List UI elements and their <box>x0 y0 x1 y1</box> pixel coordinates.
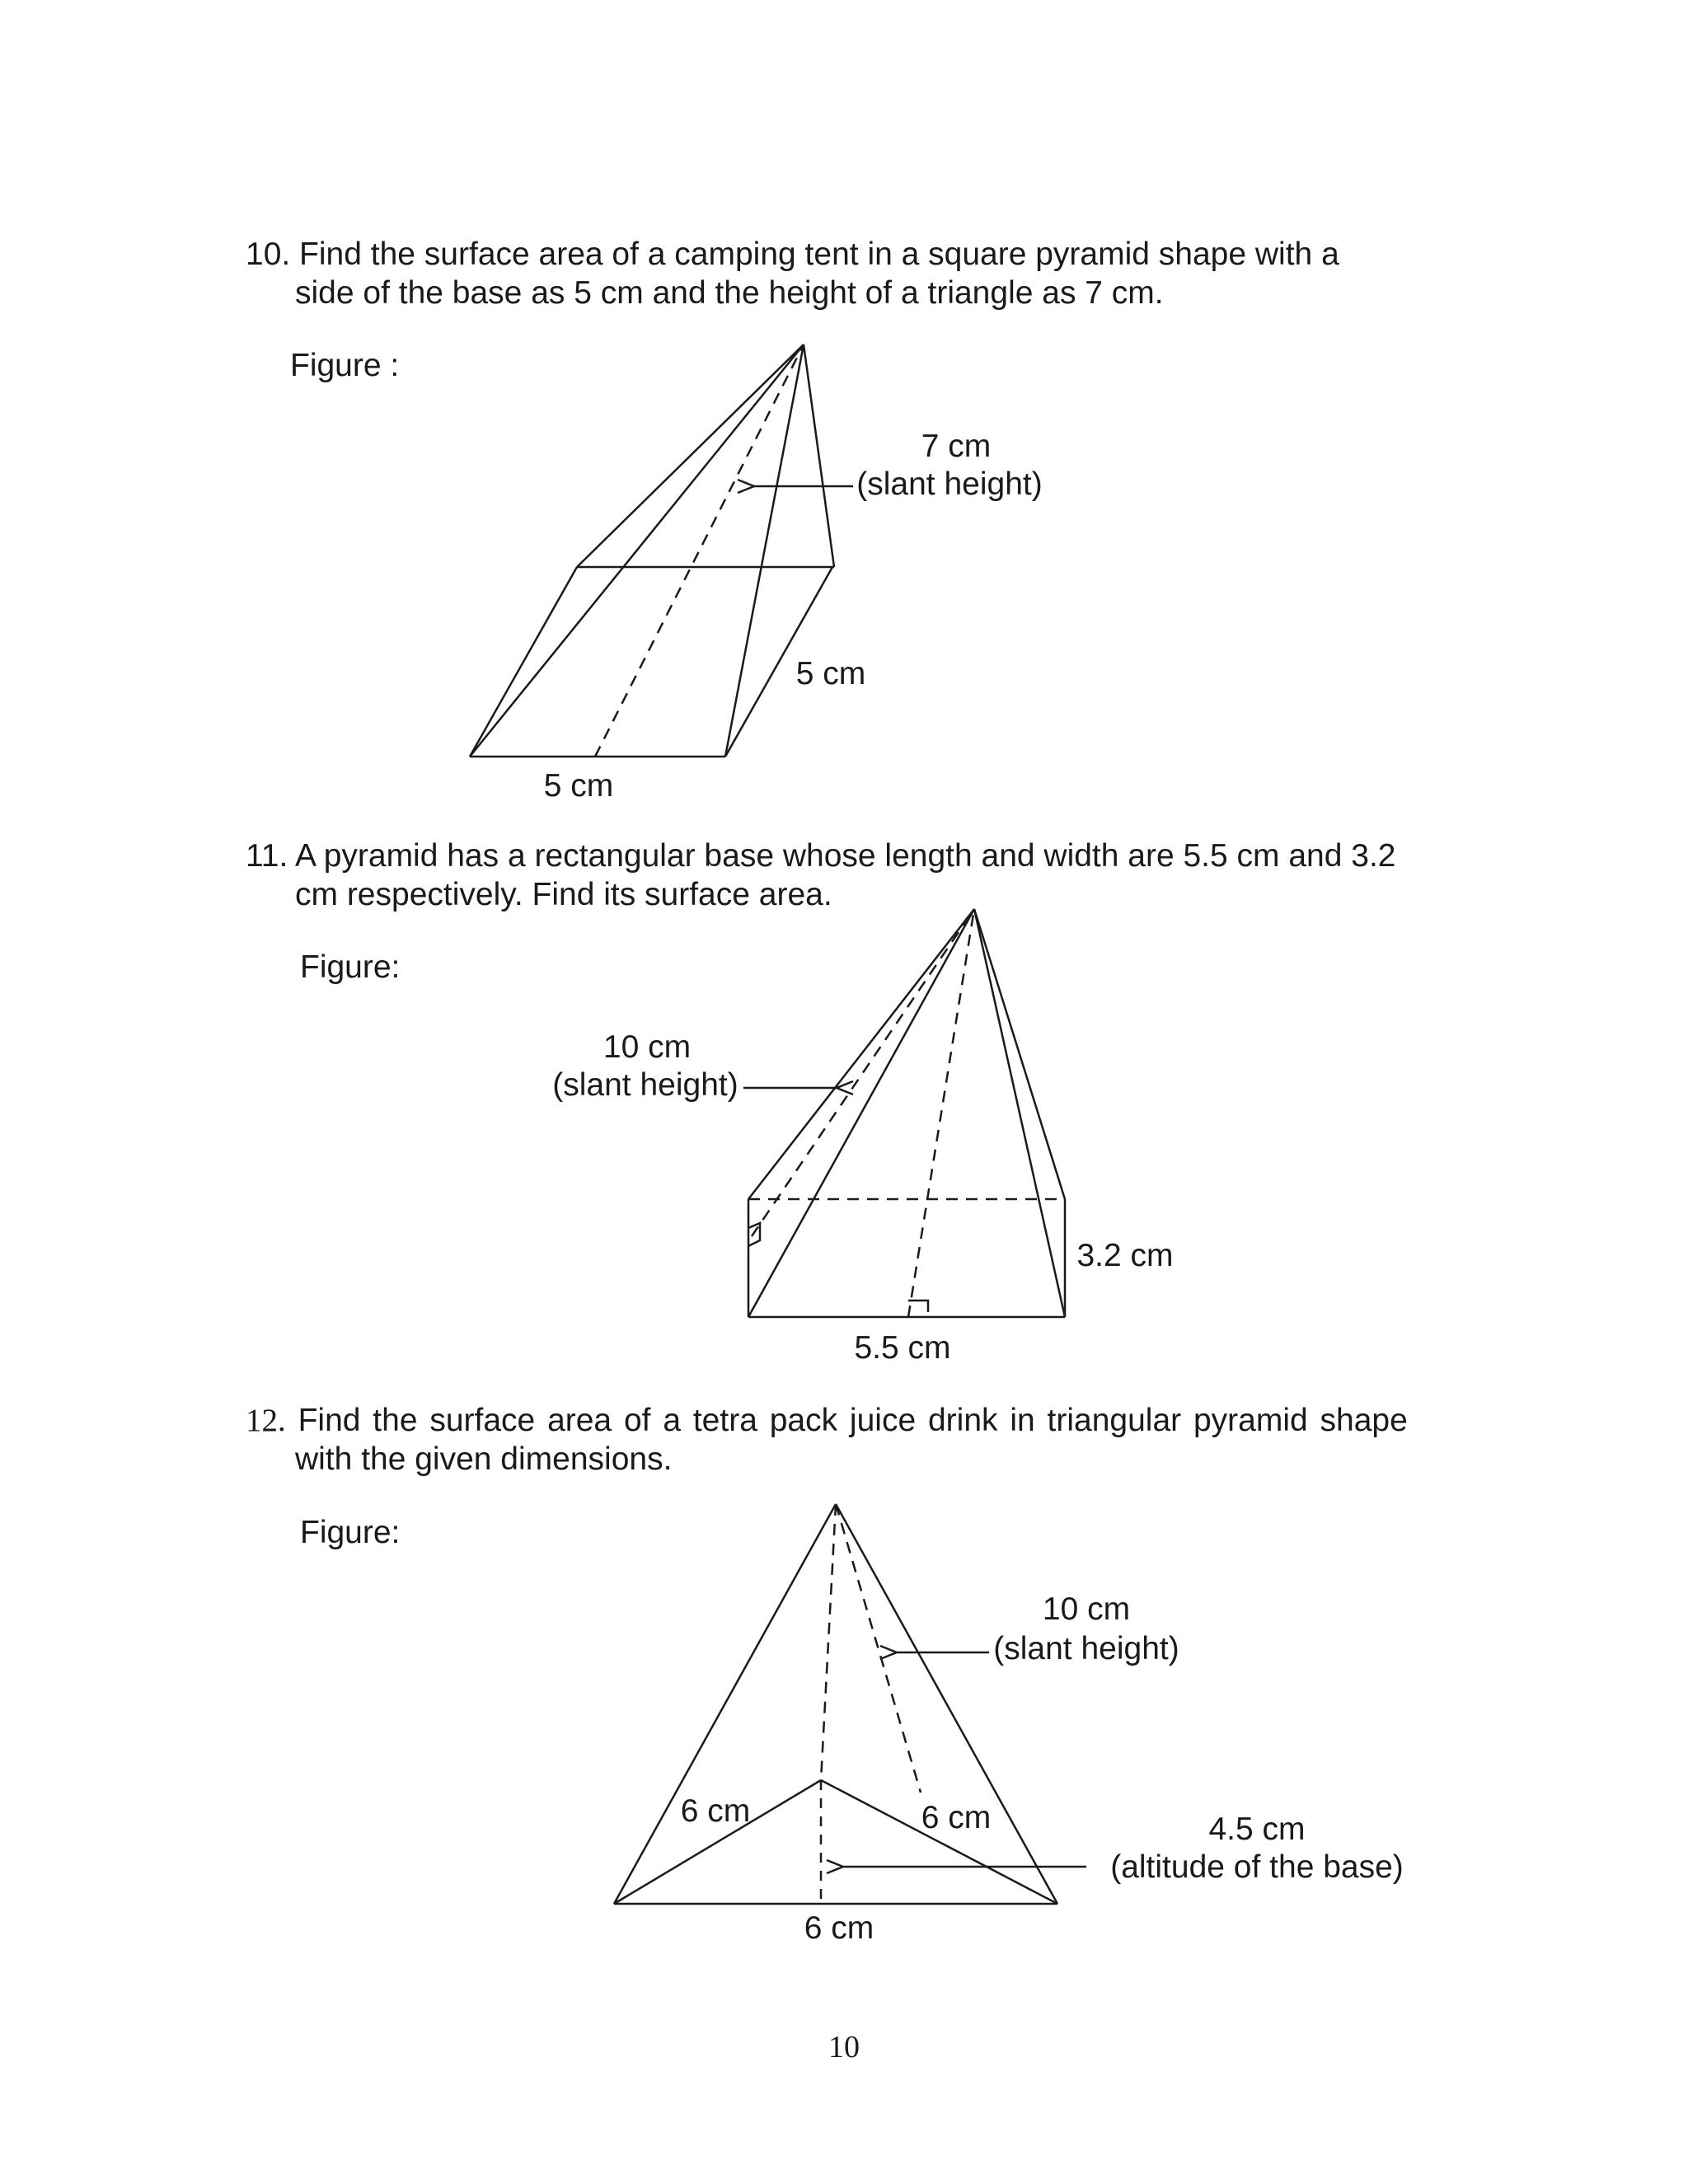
slant-height-dashed <box>836 1504 921 1793</box>
slant-value-10: 7 cm <box>921 429 992 464</box>
lateral-edge-back-right <box>804 344 834 567</box>
slant-label-10: (slant height) <box>856 466 1043 502</box>
lateral-edge-front-right <box>974 909 1065 1317</box>
edge-label-right-12: 6 cm <box>921 1800 992 1835</box>
slant-value-11: 10 cm <box>603 1029 692 1065</box>
question-12-number: 12. <box>246 1403 286 1438</box>
question-11-line2: cm respectively. Find its surface area. <box>295 877 832 912</box>
side-label-right-10: 5 cm <box>795 656 866 691</box>
length-label-11: 5.5 cm <box>854 1330 951 1366</box>
figure-label-12: Figure: <box>300 1515 401 1550</box>
slant-label-12: (slant height) <box>993 1631 1179 1666</box>
altitude-value-12: 4.5 cm <box>1208 1811 1306 1847</box>
question-12-line2: with the given dimensions. <box>295 1441 673 1477</box>
page-number: 10 <box>828 2030 860 2064</box>
figure-label-10: Figure : <box>290 348 400 383</box>
lateral-edge-back-right <box>974 909 1065 1199</box>
question-11-line1: 11. A pyramid has a rectangular base whose length and width are 5.5 cm and 3.2 <box>246 838 1396 874</box>
question-12-line1: Find the surface area of a tetra pack juice drink in triangular pyramid shape <box>285 1403 1408 1438</box>
right-angle-mark-side <box>748 1223 760 1246</box>
triangular-pyramid-figure <box>614 1504 1086 1904</box>
right-angle-mark-base <box>908 1301 928 1312</box>
edge-label-left-12: 6 cm <box>680 1793 751 1829</box>
slant-value-12: 10 cm <box>1042 1591 1131 1627</box>
base-edge-left <box>470 567 577 757</box>
rectangular-pyramid-figure <box>743 909 1065 1317</box>
altitude-label-12: (altitude of the base) <box>1110 1849 1404 1885</box>
question-10-line2: side of the base as 5 cm and the height of a triangle as 7 cm. <box>295 275 1164 311</box>
slant-height-dashed <box>752 909 974 1236</box>
base-label-12: 6 cm <box>804 1910 874 1946</box>
lateral-edge-front-left <box>470 344 804 757</box>
figure-label-11: Figure: <box>300 949 401 985</box>
base-edge-right-inner <box>821 1780 1057 1904</box>
lateral-edge-back-left <box>577 344 804 567</box>
hidden-lateral-edge <box>821 1504 836 1780</box>
slant-label-11: (slant height) <box>552 1067 738 1103</box>
slant-height-dashed <box>595 344 804 757</box>
lateral-edge-back-left <box>748 909 974 1199</box>
question-10-line1: 10. Find the surface area of a camping tent in a square pyramid shape with a <box>246 237 1339 272</box>
side-label-bottom-10: 5 cm <box>543 768 614 804</box>
lateral-edge-right <box>836 1504 1057 1904</box>
lateral-edge-front-right <box>725 344 804 757</box>
width-label-11: 3.2 cm <box>1076 1238 1174 1273</box>
lateral-edge-left <box>614 1504 836 1904</box>
square-pyramid-figure <box>470 344 853 757</box>
